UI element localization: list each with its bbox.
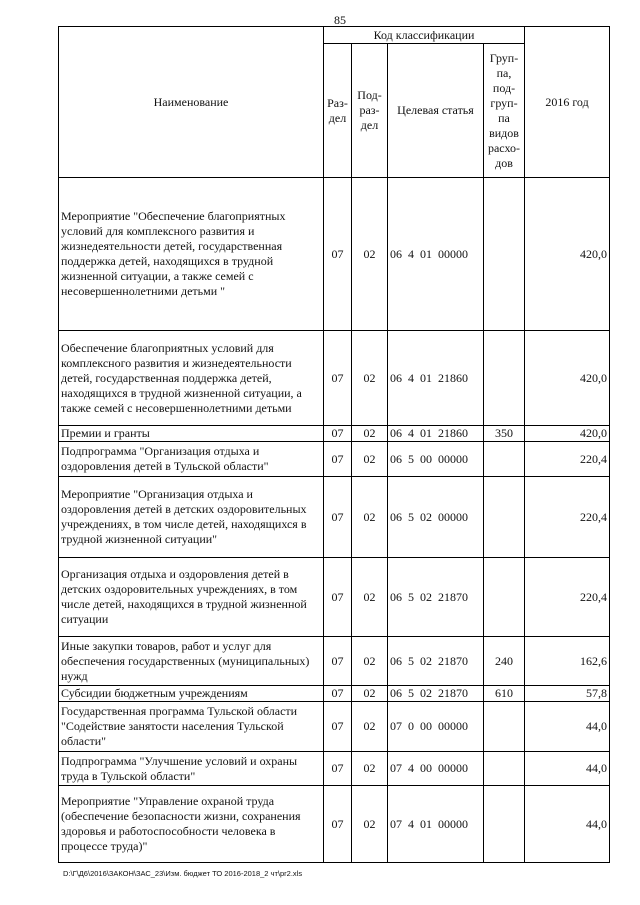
row-amount: 420,0 [525, 426, 610, 442]
row-target: 06 5 00 00000 [388, 442, 484, 477]
row-vid: 610 [484, 686, 525, 702]
row-vid [484, 442, 525, 477]
row-razdel: 07 [324, 752, 352, 786]
table-row [59, 558, 610, 637]
row-amount: 44,0 [525, 702, 610, 752]
row-podrazdel: 02 [352, 558, 388, 637]
header-target: Целевая статья [388, 44, 484, 178]
row-podrazdel: 02 [352, 702, 388, 752]
row-name: Обеспечение благоприятных условий для комплексного развития и жизнедеятельности детей, государственная поддержка детей, находящихся в трудной жизненной ситуации, а также семей с несовершеннолетними детьми [59, 331, 324, 426]
row-podrazdel: 02 [352, 426, 388, 442]
table-body [59, 178, 610, 863]
row-vid [484, 558, 525, 637]
row-name: Организация отдыха и оздоровления детей в детских оздоровительных учреждениях, в том числе детей, находящихся в трудной жизненной ситуации [59, 558, 324, 637]
page-number: 85 [334, 13, 346, 27]
row-podrazdel: 02 [352, 178, 388, 331]
row-vid [484, 477, 525, 558]
row-name: Премии и гранты [59, 426, 324, 442]
row-razdel: 07 [324, 442, 352, 477]
row-name: Государственная программа Тульской области "Содействие занятости населения Тульской области" [59, 702, 324, 752]
header-subsection: Под- раз- дел [352, 44, 388, 178]
row-podrazdel: 02 [352, 442, 388, 477]
row-name: Мероприятие "Обеспечение благоприятных условий для комплексного развития и жизнедеятельности детей, государственная поддержка детей, находящихся в трудной жизненной ситуации, а также семей с несовершеннолетними детьми " [59, 178, 324, 331]
row-razdel: 07 [324, 178, 352, 331]
row-name: Субсидии бюджетным учреждениям [59, 686, 324, 702]
row-podrazdel: 02 [352, 752, 388, 786]
row-amount: 420,0 [525, 331, 610, 426]
row-target: 07 4 00 00000 [388, 752, 484, 786]
row-name: Иные закупки товаров, работ и услуг для обеспечения государственных (муниципальных) нужд [59, 637, 324, 686]
header-name: Наименование [59, 27, 324, 178]
row-vid [484, 331, 525, 426]
row-target: 07 4 01 00000 [388, 786, 484, 863]
row-razdel: 07 [324, 702, 352, 752]
row-razdel: 07 [324, 686, 352, 702]
header-year: 2016 год [525, 27, 610, 178]
row-podrazdel: 02 [352, 331, 388, 426]
row-razdel: 07 [324, 426, 352, 442]
row-amount: 44,0 [525, 752, 610, 786]
row-podrazdel: 02 [352, 637, 388, 686]
row-vid: 240 [484, 637, 525, 686]
row-vid: 350 [484, 426, 525, 442]
header-expense-group: Груп- па, под- груп- па видов расхо- дов [484, 44, 525, 178]
row-name: Подпрограмма "Улучшение условий и охраны труда в Тульской области" [59, 752, 324, 786]
table-row [59, 477, 610, 558]
file-path-footer: D:\Г\Д6\2016\ЗАКОН\ЗАС_23\Изм. бюджет ТО 2016-2018_2 чт\pr2.xls [63, 869, 303, 878]
table-row [59, 637, 610, 686]
table-row [59, 786, 610, 863]
row-podrazdel: 02 [352, 786, 388, 863]
row-target: 06 5 02 21870 [388, 558, 484, 637]
table-row [59, 702, 610, 752]
row-podrazdel: 02 [352, 477, 388, 558]
row-target: 07 0 00 00000 [388, 702, 484, 752]
row-amount: 220,4 [525, 558, 610, 637]
row-amount: 57,8 [525, 686, 610, 702]
table-row [59, 686, 610, 702]
row-razdel: 07 [324, 637, 352, 686]
row-podrazdel: 02 [352, 686, 388, 702]
row-target: 06 4 01 00000 [388, 178, 484, 331]
row-target: 06 5 02 21870 [388, 637, 484, 686]
row-amount: 220,4 [525, 477, 610, 558]
budget-table [58, 26, 610, 863]
table-row [59, 178, 610, 331]
row-razdel: 07 [324, 477, 352, 558]
row-name: Мероприятие "Организация отдыха и оздоровления детей в детских оздоровительных учреждениях, в том числе детей, находящихся в трудной жизненной ситуации" [59, 477, 324, 558]
row-name: Мероприятие "Управление охраной труда (обеспечение безопасности жизни, сохранения здоровья и работоспособности человека в процессе труда)" [59, 786, 324, 863]
table-row [59, 426, 610, 442]
row-target: 06 5 02 00000 [388, 477, 484, 558]
row-razdel: 07 [324, 558, 352, 637]
row-vid [484, 178, 525, 331]
row-target: 06 4 01 21860 [388, 331, 484, 426]
row-amount: 420,0 [525, 178, 610, 331]
row-amount: 162,6 [525, 637, 610, 686]
row-vid [484, 752, 525, 786]
header-code-group: Код классификации [324, 27, 525, 44]
row-target: 06 4 01 21860 [388, 426, 484, 442]
row-razdel: 07 [324, 786, 352, 863]
row-amount: 44,0 [525, 786, 610, 863]
table-row [59, 331, 610, 426]
row-vid [484, 702, 525, 752]
row-razdel: 07 [324, 331, 352, 426]
table-row [59, 442, 610, 477]
row-vid [484, 786, 525, 863]
table-row [59, 752, 610, 786]
row-target: 06 5 02 21870 [388, 686, 484, 702]
header-section: Раз- дел [324, 44, 352, 178]
table-header [59, 27, 610, 178]
row-amount: 220,4 [525, 442, 610, 477]
row-name: Подпрограмма "Организация отдыха и оздоровления детей в Тульской области" [59, 442, 324, 477]
